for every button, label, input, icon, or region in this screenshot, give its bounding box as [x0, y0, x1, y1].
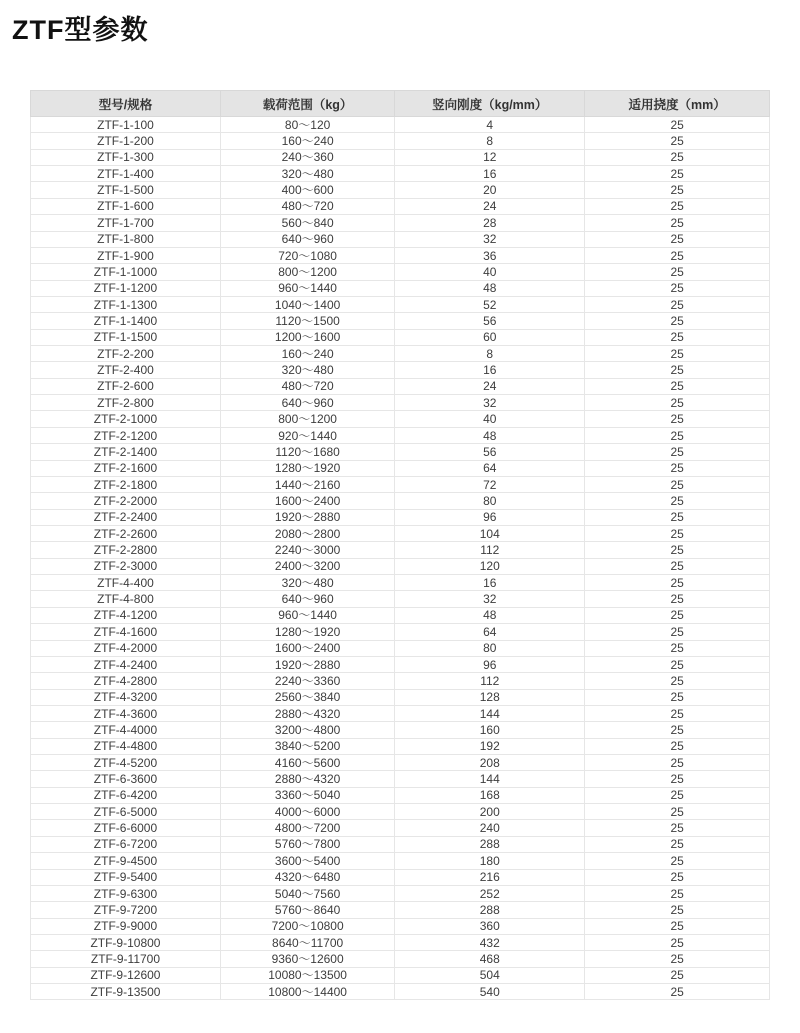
- table-cell: ZTF-6-4200: [31, 787, 221, 803]
- table-cell: 25: [585, 346, 770, 362]
- table-cell: 480～720: [220, 378, 394, 394]
- table-cell: 16: [395, 166, 585, 182]
- table-row: [31, 444, 770, 460]
- table-cell: 2880～4320: [220, 771, 394, 787]
- table-row: [31, 460, 770, 476]
- table-cell: 25: [585, 624, 770, 640]
- table-cell: ZTF-2-1400: [31, 444, 221, 460]
- table-body: [31, 117, 770, 1000]
- table-cell: 240～360: [220, 149, 394, 165]
- table-cell: 4160～5600: [220, 755, 394, 771]
- table-cell: 360: [395, 918, 585, 934]
- table-cell: ZTF-2-600: [31, 378, 221, 394]
- table-cell: 25: [585, 542, 770, 558]
- table-cell: 120: [395, 558, 585, 574]
- table-row: [31, 607, 770, 623]
- table-cell: 5760～8640: [220, 902, 394, 918]
- table-cell: ZTF-2-1800: [31, 476, 221, 492]
- table-row: [31, 231, 770, 247]
- table-cell: ZTF-1-1300: [31, 296, 221, 312]
- table-row: [31, 411, 770, 427]
- table-cell: 80～120: [220, 117, 394, 133]
- table-cell: 2880～4320: [220, 705, 394, 721]
- table-cell: 8: [395, 133, 585, 149]
- table-cell: 25: [585, 575, 770, 591]
- table-cell: 25: [585, 705, 770, 721]
- table-cell: 1920～2880: [220, 656, 394, 672]
- table-cell: 56: [395, 313, 585, 329]
- table-cell: ZTF-1-500: [31, 182, 221, 198]
- table-row: [31, 836, 770, 852]
- table-cell: 144: [395, 771, 585, 787]
- table-cell: ZTF-2-3000: [31, 558, 221, 574]
- table-cell: 25: [585, 231, 770, 247]
- table-cell: 16: [395, 575, 585, 591]
- table-row: [31, 296, 770, 312]
- table-cell: 4320～6480: [220, 869, 394, 885]
- table-cell: 1600～2400: [220, 640, 394, 656]
- table-cell: 25: [585, 427, 770, 443]
- table-cell: 80: [395, 493, 585, 509]
- table-cell: 720～1080: [220, 247, 394, 263]
- table-row: [31, 984, 770, 1000]
- table-cell: ZTF-9-4500: [31, 853, 221, 869]
- table-cell: ZTF-1-800: [31, 231, 221, 247]
- header-row: [31, 91, 770, 117]
- table-row: [31, 280, 770, 296]
- table-row: [31, 575, 770, 591]
- table-row: [31, 149, 770, 165]
- table-row: [31, 395, 770, 411]
- table-cell: 48: [395, 607, 585, 623]
- table-cell: 920～1440: [220, 427, 394, 443]
- table-row: [31, 215, 770, 231]
- table-row: [31, 885, 770, 901]
- table-cell: 32: [395, 591, 585, 607]
- parameters-table: [30, 90, 770, 1000]
- table-cell: 1120～1680: [220, 444, 394, 460]
- table-cell: 25: [585, 296, 770, 312]
- table-cell: 25: [585, 689, 770, 705]
- table-row: [31, 558, 770, 574]
- column-header: 载荷范围（kg）: [220, 91, 394, 117]
- table-cell: 200: [395, 804, 585, 820]
- table-cell: ZTF-1-400: [31, 166, 221, 182]
- table-cell: 25: [585, 149, 770, 165]
- table-cell: 1200～1600: [220, 329, 394, 345]
- table-header: [31, 91, 770, 117]
- table-cell: 1920～2880: [220, 509, 394, 525]
- table-cell: ZTF-4-4000: [31, 722, 221, 738]
- table-cell: ZTF-4-400: [31, 575, 221, 591]
- table-cell: 48: [395, 427, 585, 443]
- table-row: [31, 656, 770, 672]
- table-cell: 25: [585, 967, 770, 983]
- table-row: [31, 427, 770, 443]
- table-cell: ZTF-2-2600: [31, 525, 221, 541]
- table-row: [31, 313, 770, 329]
- table-cell: 240: [395, 820, 585, 836]
- table-cell: 160: [395, 722, 585, 738]
- table-cell: 1440～2160: [220, 476, 394, 492]
- table-row: [31, 378, 770, 394]
- table-cell: 800～1200: [220, 264, 394, 280]
- table-cell: 25: [585, 280, 770, 296]
- table-cell: 288: [395, 836, 585, 852]
- table-cell: 52: [395, 296, 585, 312]
- table-cell: 4: [395, 117, 585, 133]
- table-cell: ZTF-6-3600: [31, 771, 221, 787]
- table-cell: ZTF-9-9000: [31, 918, 221, 934]
- table-cell: 3360～5040: [220, 787, 394, 803]
- table-cell: 60: [395, 329, 585, 345]
- table-cell: 25: [585, 836, 770, 852]
- table-row: [31, 591, 770, 607]
- table-row: [31, 820, 770, 836]
- table-cell: 25: [585, 771, 770, 787]
- table-cell: 8: [395, 346, 585, 362]
- table-cell: 2560～3840: [220, 689, 394, 705]
- table-cell: 56: [395, 444, 585, 460]
- column-header: 适用挠度（mm）: [585, 91, 770, 117]
- table-cell: 96: [395, 509, 585, 525]
- table-row: [31, 689, 770, 705]
- table-cell: 208: [395, 755, 585, 771]
- table-cell: 25: [585, 460, 770, 476]
- table-cell: 1600～2400: [220, 493, 394, 509]
- table-cell: ZTF-1-1200: [31, 280, 221, 296]
- table-cell: 25: [585, 738, 770, 754]
- table-cell: 64: [395, 460, 585, 476]
- table-cell: 25: [585, 133, 770, 149]
- table-cell: 640～960: [220, 231, 394, 247]
- table-cell: 25: [585, 198, 770, 214]
- table-row: [31, 918, 770, 934]
- table-cell: 960～1440: [220, 280, 394, 296]
- table-cell: ZTF-4-4800: [31, 738, 221, 754]
- table-cell: 5040～7560: [220, 885, 394, 901]
- table-cell: 36: [395, 247, 585, 263]
- table-row: [31, 493, 770, 509]
- table-cell: ZTF-9-5400: [31, 869, 221, 885]
- table-cell: 192: [395, 738, 585, 754]
- table-cell: 2240～3000: [220, 542, 394, 558]
- table-cell: 25: [585, 411, 770, 427]
- table-row: [31, 640, 770, 656]
- table-cell: 144: [395, 705, 585, 721]
- table-cell: 24: [395, 378, 585, 394]
- table-cell: 288: [395, 902, 585, 918]
- table-row: [31, 771, 770, 787]
- table-cell: 12: [395, 149, 585, 165]
- table-cell: 1120～1500: [220, 313, 394, 329]
- table-cell: 25: [585, 885, 770, 901]
- table-row: [31, 673, 770, 689]
- table-row: [31, 934, 770, 950]
- table-cell: ZTF-2-400: [31, 362, 221, 378]
- table-row: [31, 542, 770, 558]
- table-cell: ZTF-6-6000: [31, 820, 221, 836]
- table-cell: 3600～5400: [220, 853, 394, 869]
- table-cell: 25: [585, 656, 770, 672]
- table-cell: ZTF-9-6300: [31, 885, 221, 901]
- table-cell: 10080～13500: [220, 967, 394, 983]
- table-row: [31, 329, 770, 345]
- table-row: [31, 705, 770, 721]
- table-cell: 32: [395, 395, 585, 411]
- table-cell: 216: [395, 869, 585, 885]
- table-cell: 504: [395, 967, 585, 983]
- table-cell: 25: [585, 591, 770, 607]
- table-cell: 25: [585, 984, 770, 1000]
- table-cell: 25: [585, 558, 770, 574]
- table-cell: ZTF-1-1400: [31, 313, 221, 329]
- table-cell: ZTF-9-13500: [31, 984, 221, 1000]
- table-cell: ZTF-4-2800: [31, 673, 221, 689]
- table-cell: 25: [585, 247, 770, 263]
- table-cell: 25: [585, 444, 770, 460]
- table-row: [31, 738, 770, 754]
- table-cell: 25: [585, 951, 770, 967]
- table-cell: 20: [395, 182, 585, 198]
- table-cell: 25: [585, 918, 770, 934]
- table-cell: 25: [585, 215, 770, 231]
- table-row: [31, 509, 770, 525]
- table-cell: 25: [585, 787, 770, 803]
- table-cell: 96: [395, 656, 585, 672]
- table-row: [31, 804, 770, 820]
- table-cell: ZTF-4-1200: [31, 607, 221, 623]
- table-cell: ZTF-2-2000: [31, 493, 221, 509]
- table-cell: 2240～3360: [220, 673, 394, 689]
- table-cell: 25: [585, 476, 770, 492]
- table-cell: ZTF-1-900: [31, 247, 221, 263]
- table-cell: 25: [585, 722, 770, 738]
- table-cell: 10800～14400: [220, 984, 394, 1000]
- table-cell: 4000～6000: [220, 804, 394, 820]
- table-cell: 16: [395, 362, 585, 378]
- table-cell: ZTF-4-2000: [31, 640, 221, 656]
- table-cell: 800～1200: [220, 411, 394, 427]
- table-row: [31, 869, 770, 885]
- table-cell: 432: [395, 934, 585, 950]
- table-cell: ZTF-1-1500: [31, 329, 221, 345]
- table-cell: 252: [395, 885, 585, 901]
- table-cell: 48: [395, 280, 585, 296]
- table-row: [31, 722, 770, 738]
- table-cell: 480～720: [220, 198, 394, 214]
- table-cell: 25: [585, 378, 770, 394]
- table-cell: 25: [585, 902, 770, 918]
- table-cell: ZTF-2-1200: [31, 427, 221, 443]
- table-cell: 80: [395, 640, 585, 656]
- table-cell: 25: [585, 755, 770, 771]
- table-row: [31, 902, 770, 918]
- table-cell: 4800～7200: [220, 820, 394, 836]
- table-cell: 25: [585, 820, 770, 836]
- table-cell: 3200～4800: [220, 722, 394, 738]
- table-cell: ZTF-9-11700: [31, 951, 221, 967]
- table-cell: 8640～11700: [220, 934, 394, 950]
- table-cell: ZTF-1-1000: [31, 264, 221, 280]
- table-cell: ZTF-2-200: [31, 346, 221, 362]
- table-cell: ZTF-4-1600: [31, 624, 221, 640]
- table-cell: 25: [585, 313, 770, 329]
- table-row: [31, 967, 770, 983]
- table-cell: 2400～3200: [220, 558, 394, 574]
- table-cell: 25: [585, 117, 770, 133]
- table-cell: 72: [395, 476, 585, 492]
- table-row: [31, 182, 770, 198]
- table-cell: ZTF-4-5200: [31, 755, 221, 771]
- table-cell: 5760～7800: [220, 836, 394, 852]
- table-cell: ZTF-4-2400: [31, 656, 221, 672]
- table-cell: 560～840: [220, 215, 394, 231]
- table-cell: 112: [395, 673, 585, 689]
- table-cell: 160～240: [220, 346, 394, 362]
- table-row: [31, 264, 770, 280]
- table-cell: ZTF-2-1600: [31, 460, 221, 476]
- table-row: [31, 346, 770, 362]
- table-cell: 640～960: [220, 591, 394, 607]
- table-cell: 25: [585, 182, 770, 198]
- table-cell: 25: [585, 853, 770, 869]
- table-cell: 1040～1400: [220, 296, 394, 312]
- table-row: [31, 853, 770, 869]
- table-row: [31, 133, 770, 149]
- parameters-table-container: [30, 90, 770, 1000]
- table-cell: 320～480: [220, 362, 394, 378]
- table-row: [31, 624, 770, 640]
- table-row: [31, 362, 770, 378]
- column-header: 竖向刚度（kg/mm）: [395, 91, 585, 117]
- page-title: ZTF型参数: [12, 15, 149, 45]
- table-cell: 25: [585, 525, 770, 541]
- table-cell: ZTF-1-700: [31, 215, 221, 231]
- table-cell: 40: [395, 411, 585, 427]
- table-cell: 1280～1920: [220, 624, 394, 640]
- table-cell: ZTF-2-1000: [31, 411, 221, 427]
- table-cell: 468: [395, 951, 585, 967]
- table-cell: ZTF-1-200: [31, 133, 221, 149]
- table-row: [31, 951, 770, 967]
- table-cell: ZTF-9-12600: [31, 967, 221, 983]
- table-row: [31, 117, 770, 133]
- table-cell: ZTF-4-3200: [31, 689, 221, 705]
- table-cell: 25: [585, 166, 770, 182]
- table-row: [31, 198, 770, 214]
- table-cell: 24: [395, 198, 585, 214]
- table-row: [31, 247, 770, 263]
- table-cell: ZTF-6-7200: [31, 836, 221, 852]
- table-cell: ZTF-2-2400: [31, 509, 221, 525]
- table-cell: 40: [395, 264, 585, 280]
- table-cell: 25: [585, 264, 770, 280]
- table-row: [31, 755, 770, 771]
- table-cell: 25: [585, 395, 770, 411]
- table-cell: 112: [395, 542, 585, 558]
- table-cell: 2080～2800: [220, 525, 394, 541]
- table-cell: 25: [585, 934, 770, 950]
- table-cell: 9360～12600: [220, 951, 394, 967]
- table-cell: ZTF-1-600: [31, 198, 221, 214]
- table-row: [31, 476, 770, 492]
- table-cell: 25: [585, 869, 770, 885]
- table-cell: ZTF-1-100: [31, 117, 221, 133]
- table-cell: 28: [395, 215, 585, 231]
- table-row: [31, 166, 770, 182]
- table-cell: 25: [585, 509, 770, 525]
- table-cell: ZTF-6-5000: [31, 804, 221, 820]
- table-cell: 25: [585, 673, 770, 689]
- table-cell: 25: [585, 607, 770, 623]
- table-cell: 25: [585, 329, 770, 345]
- table-row: [31, 787, 770, 803]
- table-cell: 32: [395, 231, 585, 247]
- table-cell: 400～600: [220, 182, 394, 198]
- table-cell: 180: [395, 853, 585, 869]
- table-cell: ZTF-9-7200: [31, 902, 221, 918]
- table-cell: ZTF-9-10800: [31, 934, 221, 950]
- table-cell: 960～1440: [220, 607, 394, 623]
- table-cell: ZTF-1-300: [31, 149, 221, 165]
- table-cell: 640～960: [220, 395, 394, 411]
- table-cell: ZTF-2-800: [31, 395, 221, 411]
- table-cell: 7200～10800: [220, 918, 394, 934]
- table-cell: 3840～5200: [220, 738, 394, 754]
- table-cell: 320～480: [220, 575, 394, 591]
- table-cell: ZTF-4-3600: [31, 705, 221, 721]
- table-cell: 104: [395, 525, 585, 541]
- table-cell: 128: [395, 689, 585, 705]
- table-cell: ZTF-4-800: [31, 591, 221, 607]
- table-cell: 160～240: [220, 133, 394, 149]
- table-cell: 25: [585, 493, 770, 509]
- table-cell: 25: [585, 362, 770, 378]
- table-cell: 25: [585, 640, 770, 656]
- table-cell: 320～480: [220, 166, 394, 182]
- table-cell: 168: [395, 787, 585, 803]
- table-row: [31, 525, 770, 541]
- table-cell: 25: [585, 804, 770, 820]
- table-cell: 1280～1920: [220, 460, 394, 476]
- column-header: 型号/规格: [31, 91, 221, 117]
- table-cell: ZTF-2-2800: [31, 542, 221, 558]
- table-cell: 64: [395, 624, 585, 640]
- table-cell: 540: [395, 984, 585, 1000]
